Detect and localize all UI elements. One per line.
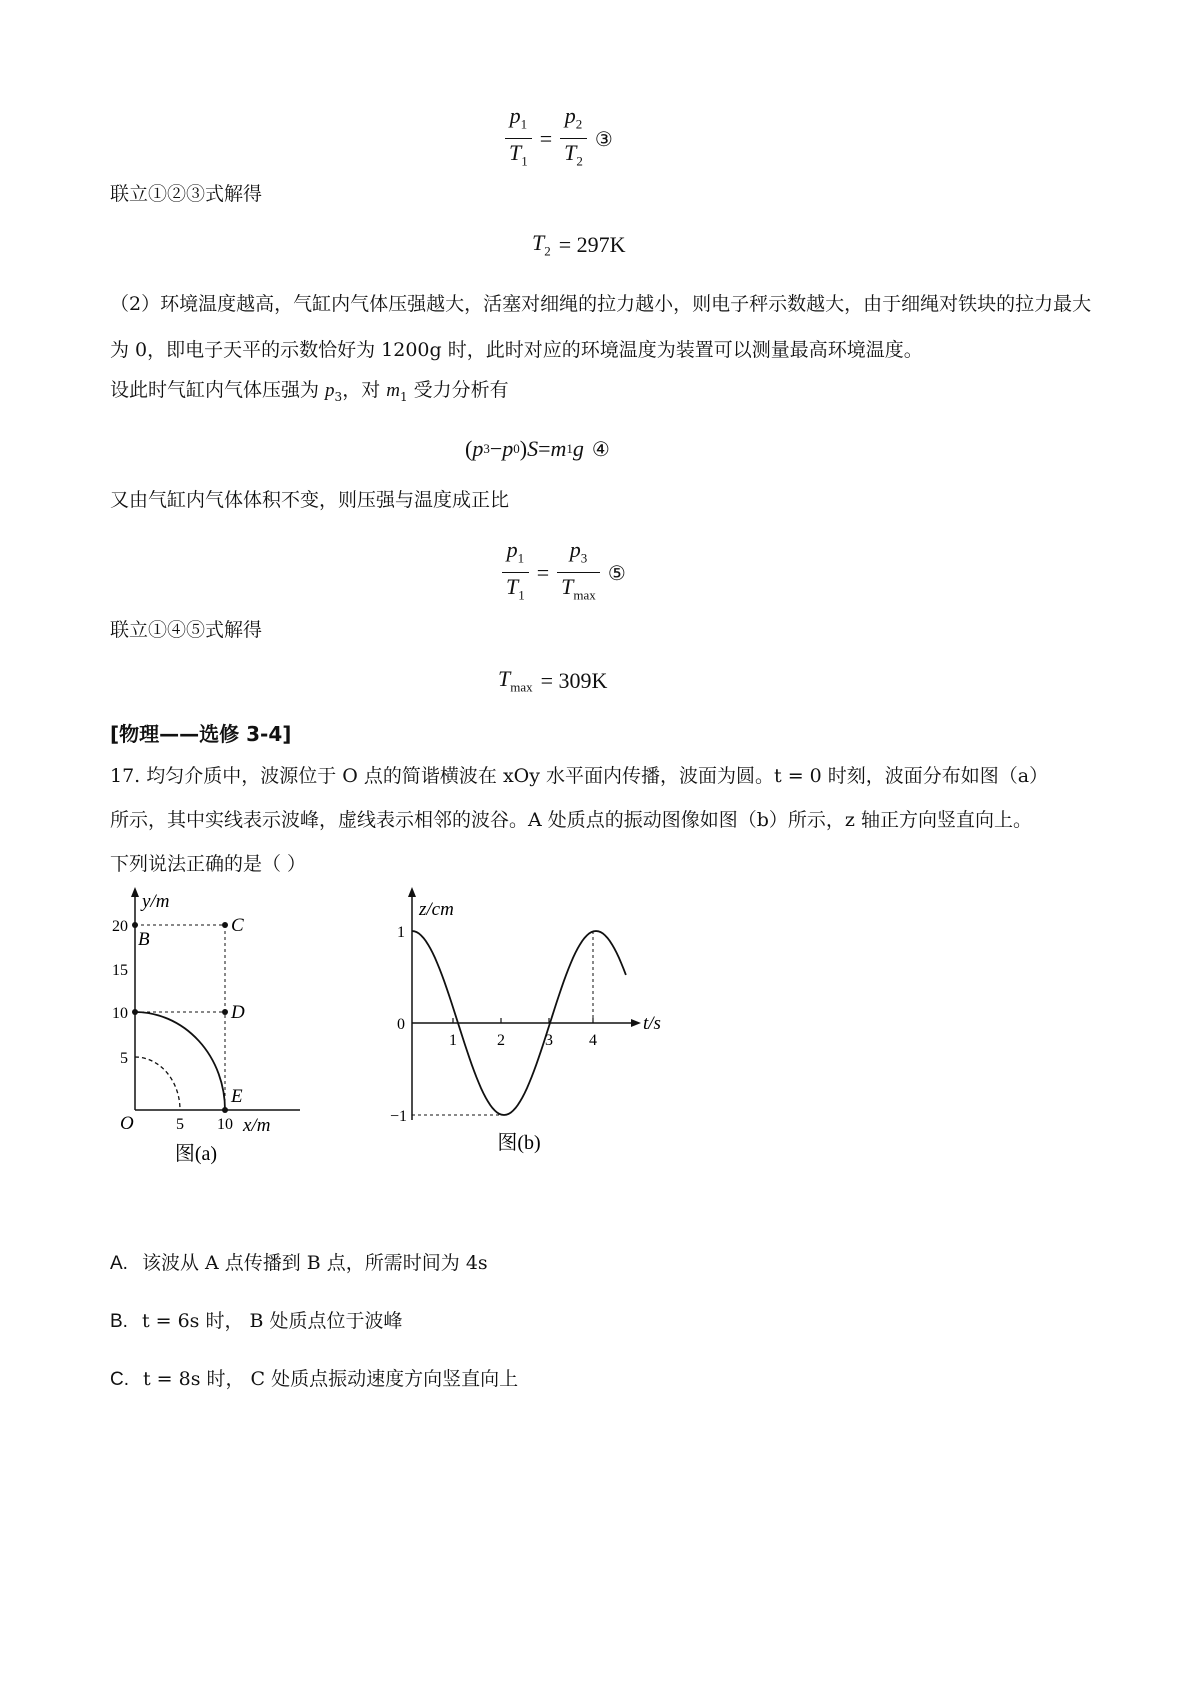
point-10 [132,1009,138,1015]
ttick-4: 4 [589,1032,597,1049]
text-line: 又由气缸内气体体积不变，则压强与温度成正比 [110,489,510,511]
fraction-p3-Tmax: $\frac{p_3}{T_{max}}$ [557,536,600,610]
ttick-2: 2 [497,1032,505,1049]
section-title: [物理——选修 3-4] [110,722,292,746]
x-axis-label: x/m [243,1115,271,1136]
equation-4: ( p 3 − p 0 ) S = m 1 g ④ [465,436,610,461]
ytick-10: 10 [112,1005,128,1022]
label-E: E [231,1086,243,1107]
label-B: B [138,929,150,950]
option-a[interactable] [110,1248,488,1275]
option-label: C. [110,1369,129,1390]
question-17-line-2: 所示，其中实线表示波峰，虚线表示相邻的波谷。A 处质点的振动图像如图（b）所示，z 轴正方向竖直向上。 [110,809,1032,831]
option-c[interactable] [110,1364,518,1391]
equation-T2: $T_2$ = 297K [532,230,626,259]
text-line: 联立①④⑤式解得 [110,619,263,641]
paragraph-3: 设此时气缸内气体压强为 $p_3$，对 $m_1$ 受力分析有 [110,379,509,404]
option-label: B. [110,1311,128,1332]
figure-b-caption: 图(b) [497,1132,541,1154]
point-B [132,922,138,928]
xtick-5: 5 [176,1116,184,1133]
question-17-line-1: 17. 均匀介质中，波源位于 O 点的简谐横波在 xOy 水平面内传播，波面为圆。t = 0 时刻，波面分布如图（a） [110,765,1049,787]
t-axis-arrow [631,1019,641,1027]
z-axis-arrow [408,887,416,897]
wave-trough-arc [135,1057,180,1110]
figure-a-caption: 图(a) [174,1143,218,1165]
question-17-line-3: 下列说法正确的是（ ） [110,853,307,875]
equation-mark: ③ [594,126,613,151]
point-E [222,1107,228,1113]
equation-mark: ④ [591,437,610,461]
equation-3: $\frac{p_1}{T_1}$ = $\frac{p_2}{T_2}$ ③ [505,102,613,176]
equation-mark: ⑤ [607,560,626,585]
ytick-20: 20 [112,918,128,935]
wave-crest-arc [135,1012,225,1110]
point-C [222,922,228,928]
equation-5: $\frac{p_1}{T_1}$ = $\frac{p_3}{T_{max}}$ ⑤ [502,536,626,610]
fraction-p1-T1: $\frac{p_1}{T_1}$ [505,102,532,176]
figure-a [100,885,320,1165]
figure-b [385,885,685,1165]
xtick-10: 10 [217,1116,233,1133]
point-D [222,1009,228,1015]
option-text: t = 6s 时， B 处质点位于波峰 [141,1310,403,1332]
fraction-p1-T1: $\frac{p_1}{T_1}$ [502,536,529,610]
option-text: 该波从 A 点传播到 B 点，所需时间为 4s [141,1252,488,1274]
y-axis-arrow [131,887,139,897]
paragraph-2: （2）环境温度越高，气缸内气体压强越大，活塞对细绳的拉力越小，则电子秤示数越大，由于细绳对铁块的拉力最大为 0，即电子天平的示数恰好为 1200g 时，此时对应的环境温度为装置可以测量最高环境温度。 [110,293,1092,361]
option-label: A. [110,1253,128,1274]
text-line: 联立①②③式解得 [110,183,263,205]
y-axis-label: y/m [142,891,170,912]
ttick-3: 3 [545,1032,553,1049]
z-axis-label: z/cm [419,899,454,920]
equation-Tmax: $T_{max}$ = 309K [498,666,608,695]
t-axis-label: t/s [643,1013,661,1034]
option-b[interactable] [110,1306,403,1333]
ytick-5: 5 [120,1050,128,1067]
ytick-15: 15 [112,962,128,979]
fraction-p2-T2: $\frac{p_2}{T_2}$ [560,102,587,176]
ztick-0: 0 [397,1016,405,1033]
ttick-1: 1 [449,1032,457,1049]
ztick-1: 1 [397,924,405,941]
option-text: t = 8s 时， C 处质点振动速度方向竖直向上 [143,1368,519,1390]
ztick-minus-1: −1 [389,1108,407,1125]
label-C: C [231,915,244,936]
label-D: D [231,1002,245,1023]
origin-label: O [120,1113,134,1134]
